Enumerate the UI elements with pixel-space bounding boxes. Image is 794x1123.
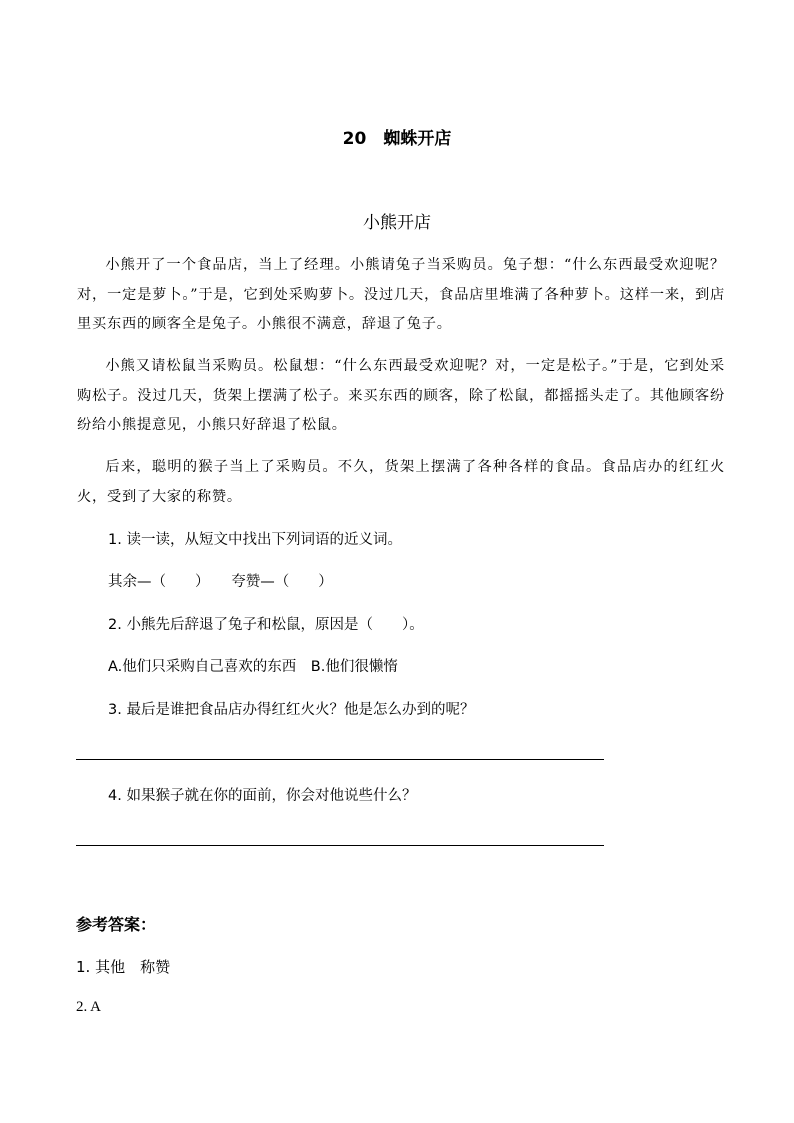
question-4: 4. 如果猴子就在你的面前，你会对他说些什么？ [108, 788, 417, 804]
question-1-blanks: 其余—（ ） 夸赞—（ ） [108, 574, 333, 590]
reference-answer-2: 2. A [76, 999, 102, 1015]
answer-line-4[interactable] [76, 845, 604, 846]
reference-answer-1: 1. 其他 称赞 [76, 958, 171, 976]
passage-paragraph-2: 小熊又请松鼠当采购员。松鼠想：“什么东西最受欢迎呢？对，一定是松子。”于是，它到处采购松子。没过几天，货架上摆满了松子。来买东西的顾客，除了松鼠，都摇摇头走了。其他顾客纷纷给小熊提意见，小熊只好辞退了松鼠。 [77, 358, 725, 433]
question-3: 3. 最后是谁把食品店办得红红火火？他是怎么办到的呢？ [108, 702, 475, 718]
question-2: 2. 小熊先后辞退了兔子和松鼠，原因是（ ）。 [108, 617, 424, 633]
passage-title: 小熊开店 [363, 213, 431, 233]
lesson-title: 20 蜘蛛开店 [342, 129, 452, 149]
reference-answers-title: 参考答案： [76, 915, 157, 934]
passage-paragraph-1: 小熊开了一个食品店，当上了经理。小熊请兔子当采购员。兔子想：“什么东西最受欢迎呢？对，一定是萝卜。”于是，它到处采购萝卜。没过几天，食品店里堆满了各种萝卜。这样一来，到店里买东西的顾客全是兔子。小熊很不满意，辞退了兔子。 [77, 257, 725, 332]
answer-line-3[interactable] [76, 759, 604, 760]
question-1: 1. 读一读，从短文中找出下列词语的近义词。 [108, 532, 402, 548]
passage-paragraph-3: 后来，聪明的猴子当上了采购员。不久，货架上摆满了各种各样的食品。食品店办的红红火火，受到了大家的称赞。 [77, 459, 725, 505]
question-2-options: A.他们只采购自己喜欢的东西 B.他们很懒惰 [108, 659, 398, 675]
